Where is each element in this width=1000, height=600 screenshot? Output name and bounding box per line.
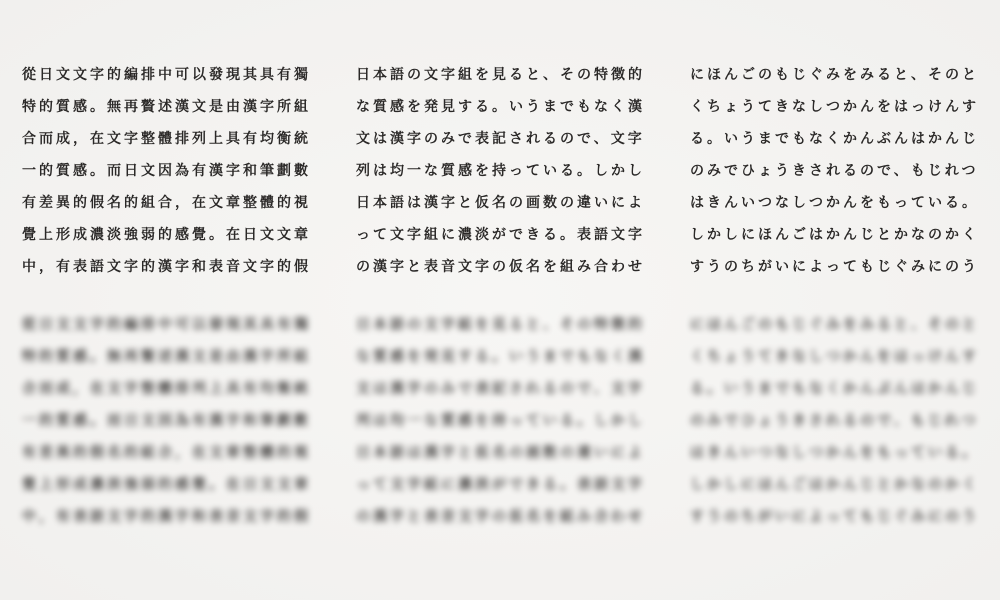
blurred-text-line: る。いうまでもなくかんぶんはかんじ <box>690 381 979 397</box>
blurred-text-line: くちょうてきなしつかんをはっけんす <box>690 349 979 365</box>
blurred-text-line: 從日文文字的編排中可以發現其具有獨 <box>22 317 311 333</box>
text-line: すうのちがいによってもじぐみにのう <box>690 259 979 275</box>
blurred-text-line: って文字組に濃淡ができる。表語文字 <box>356 477 645 493</box>
japanese-hiragana-column-blurred <box>690 309 990 533</box>
text-line: 從日文文字的編排中可以發現其具有獨 <box>22 67 311 83</box>
text-line: 合而成，在文字整體排列上具有均衡統 <box>22 131 311 147</box>
text-line: 日本語の文字組を見ると、その特徴的 <box>356 67 645 83</box>
blurred-text-line: 列は均一な質感を持っている。しかし <box>356 413 645 429</box>
blurred-text-line: 日本語は漢字と仮名の画数の違いによ <box>356 445 645 461</box>
blurred-text-line: 一的質感。而日文因為有漢字和筆劃數 <box>22 413 311 429</box>
text-line: 日本語は漢字と仮名の画数の違いによ <box>356 195 645 211</box>
blurred-text-line: 特的質感。無再贅述漢文是由漢字所組 <box>22 349 311 365</box>
blurred-text-line: はきんいつなしつかんをもっている。 <box>690 445 979 461</box>
text-line: 有差異的假名的組合，在文章整體的視 <box>22 195 311 211</box>
text-line: 特的質感。無再贅述漢文是由漢字所組 <box>22 99 311 115</box>
blurred-text-line: すうのちがいによってもじぐみにのう <box>690 509 979 525</box>
blurred-text-line: 中，有表語文字的漢字和表音文字的假 <box>22 509 311 525</box>
blurred-text-line: 覺上形成濃淡強弱的感覺。在日文文章 <box>22 477 311 493</box>
text-line: の漢字と表音文字の仮名を組み合わせ <box>356 259 645 275</box>
text-line: 文は漢字のみで表記されるので、文字 <box>356 131 645 147</box>
blurred-text-section <box>0 309 1000 539</box>
text-line: る。いうまでもなくかんぶんはかんじ <box>690 131 979 147</box>
blurred-text-line: の漢字と表音文字の仮名を組み合わせ <box>356 509 645 525</box>
sharp-text-section <box>0 59 1000 289</box>
text-line: にほんごのもじぐみをみると、そのと <box>690 67 979 83</box>
text-line: のみでひょうきされるので、もじれつ <box>690 163 979 179</box>
text-line: 中，有表語文字的漢字和表音文字的假 <box>22 259 311 275</box>
text-line: 列は均一な質感を持っている。しかし <box>356 163 645 179</box>
blurred-text-line: 合而成，在文字整體排列上具有均衡統 <box>22 381 311 397</box>
text-line: しかしにほんごはかんじとかなのかく <box>690 227 979 243</box>
japanese-kanji-kana-column <box>356 59 656 283</box>
blurred-text-line: しかしにほんごはかんじとかなのかく <box>690 477 979 493</box>
text-line: 一的質感。而日文因為有漢字和筆劃數 <box>22 163 311 179</box>
text-line: くちょうてきなしつかんをはっけんす <box>690 99 979 115</box>
text-line: って文字組に濃淡ができる。表語文字 <box>356 227 645 243</box>
chinese-column-blurred <box>22 309 322 533</box>
text-line: な質感を発見する。いうまでもなく漢 <box>356 99 645 115</box>
chinese-column <box>22 59 322 283</box>
blurred-text-line: のみでひょうきされるので、もじれつ <box>690 413 979 429</box>
blurred-text-line: 有差異的假名的組合，在文章整體的視 <box>22 445 311 461</box>
text-line: はきんいつなしつかんをもっている。 <box>690 195 979 211</box>
text-line: 覺上形成濃淡強弱的感覺。在日文文章 <box>22 227 311 243</box>
blurred-text-line: 文は漢字のみで表記されるので、文字 <box>356 381 645 397</box>
blurred-text-line: な質感を発見する。いうまでもなく漢 <box>356 349 645 365</box>
blurred-text-line: 日本語の文字組を見ると、その特徴的 <box>356 317 645 333</box>
blurred-text-line: にほんごのもじぐみをみると、そのと <box>690 317 979 333</box>
japanese-kanji-kana-column-blurred <box>356 309 656 533</box>
japanese-hiragana-column <box>690 59 990 283</box>
